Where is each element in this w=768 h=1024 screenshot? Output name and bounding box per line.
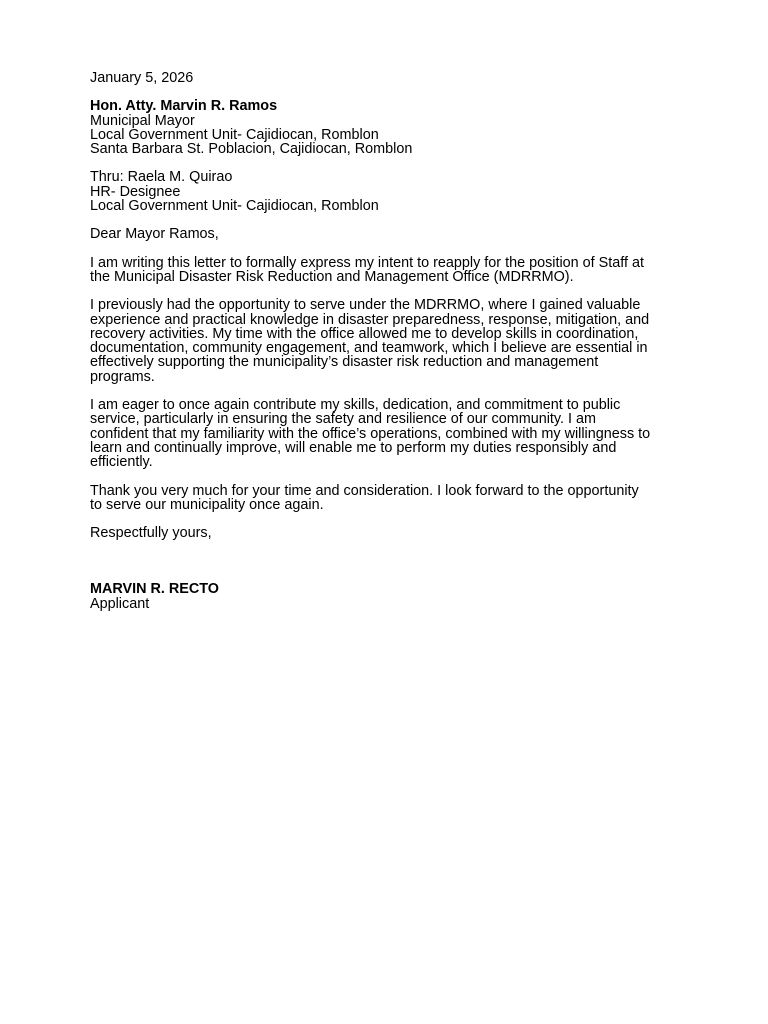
paragraph-thanks [90,484,690,513]
spacer [90,512,690,526]
thru-block [90,170,690,213]
spacer [90,156,690,170]
paragraph-line: experience and practical knowledge in disaster preparedness, response, mitigation, and [90,311,650,328]
paragraph-line: I am writing this letter to formally express my intent to reapply for the position of Staff at [90,254,645,271]
signature-name: MARVIN R. RECTO [90,581,219,598]
paragraph-intent [90,256,690,285]
paragraph-line: service, particularly in ensuring the safety and resilience of our community. I am [90,411,597,428]
paragraph-line: the Municipal Disaster Risk Reduction and Management Office (MDRRMO). [90,268,574,285]
signature-space [90,540,690,582]
recipient-block [90,99,690,156]
paragraph-line: I am eager to once again contribute my skills, dedication, and commitment to public [90,397,621,414]
paragraph-line: learn and continually improve, will enable me to perform my duties responsibly and [90,439,617,456]
paragraph-line: documentation, community engagement, and teamwork, which I believe are essential in [90,340,648,357]
spacer [90,213,690,227]
thru-title: HR- Designee [90,183,181,200]
paragraph-line: Thank you very much for your time and consideration. I look forward to the opportunity [90,482,639,499]
closing: Respectfully yours, [90,525,212,542]
paragraph-line: confident that my familiarity with the office’s operations, combined with my willingness to [90,425,651,442]
signature-block [90,582,690,611]
paragraph-commitment [90,398,690,469]
spacer [90,384,690,398]
spacer [90,470,690,484]
letter-date: January 5, 2026 [90,70,194,86]
thru-name: Thru: Raela M. Quirao [90,169,233,186]
recipient-title: Municipal Mayor [90,112,195,129]
salutation: Dear Mayor Ramos, [90,226,219,243]
recipient-address: Santa Barbara St. Poblacion, Cajidiocan, Romblon [90,141,413,158]
paragraph-line: programs. [90,368,155,385]
spacer [90,284,690,298]
paragraph-line: recovery activities. My time with the office allowed me to develop skills in coordination, [90,325,639,342]
recipient-office: Local Government Unit- Cajidiocan, Romblon [90,126,379,143]
signature-title: Applicant [90,595,150,612]
thru-office: Local Government Unit- Cajidiocan, Romblon [90,198,379,215]
paragraph-line: effectively supporting the municipality’s disaster risk reduction and management [90,354,599,371]
paragraph-line: to serve our municipality once again. [90,496,324,513]
paragraph-line: efficiently. [90,454,153,471]
letter [90,71,690,611]
paragraph-line: I previously had the opportunity to serve under the MDRRMO, where I gained valuable [90,297,641,314]
recipient-name: Hon. Atty. Marvin R. Ramos [90,98,278,115]
paragraph-experience [90,298,690,384]
spacer [90,85,690,99]
spacer [90,242,690,256]
